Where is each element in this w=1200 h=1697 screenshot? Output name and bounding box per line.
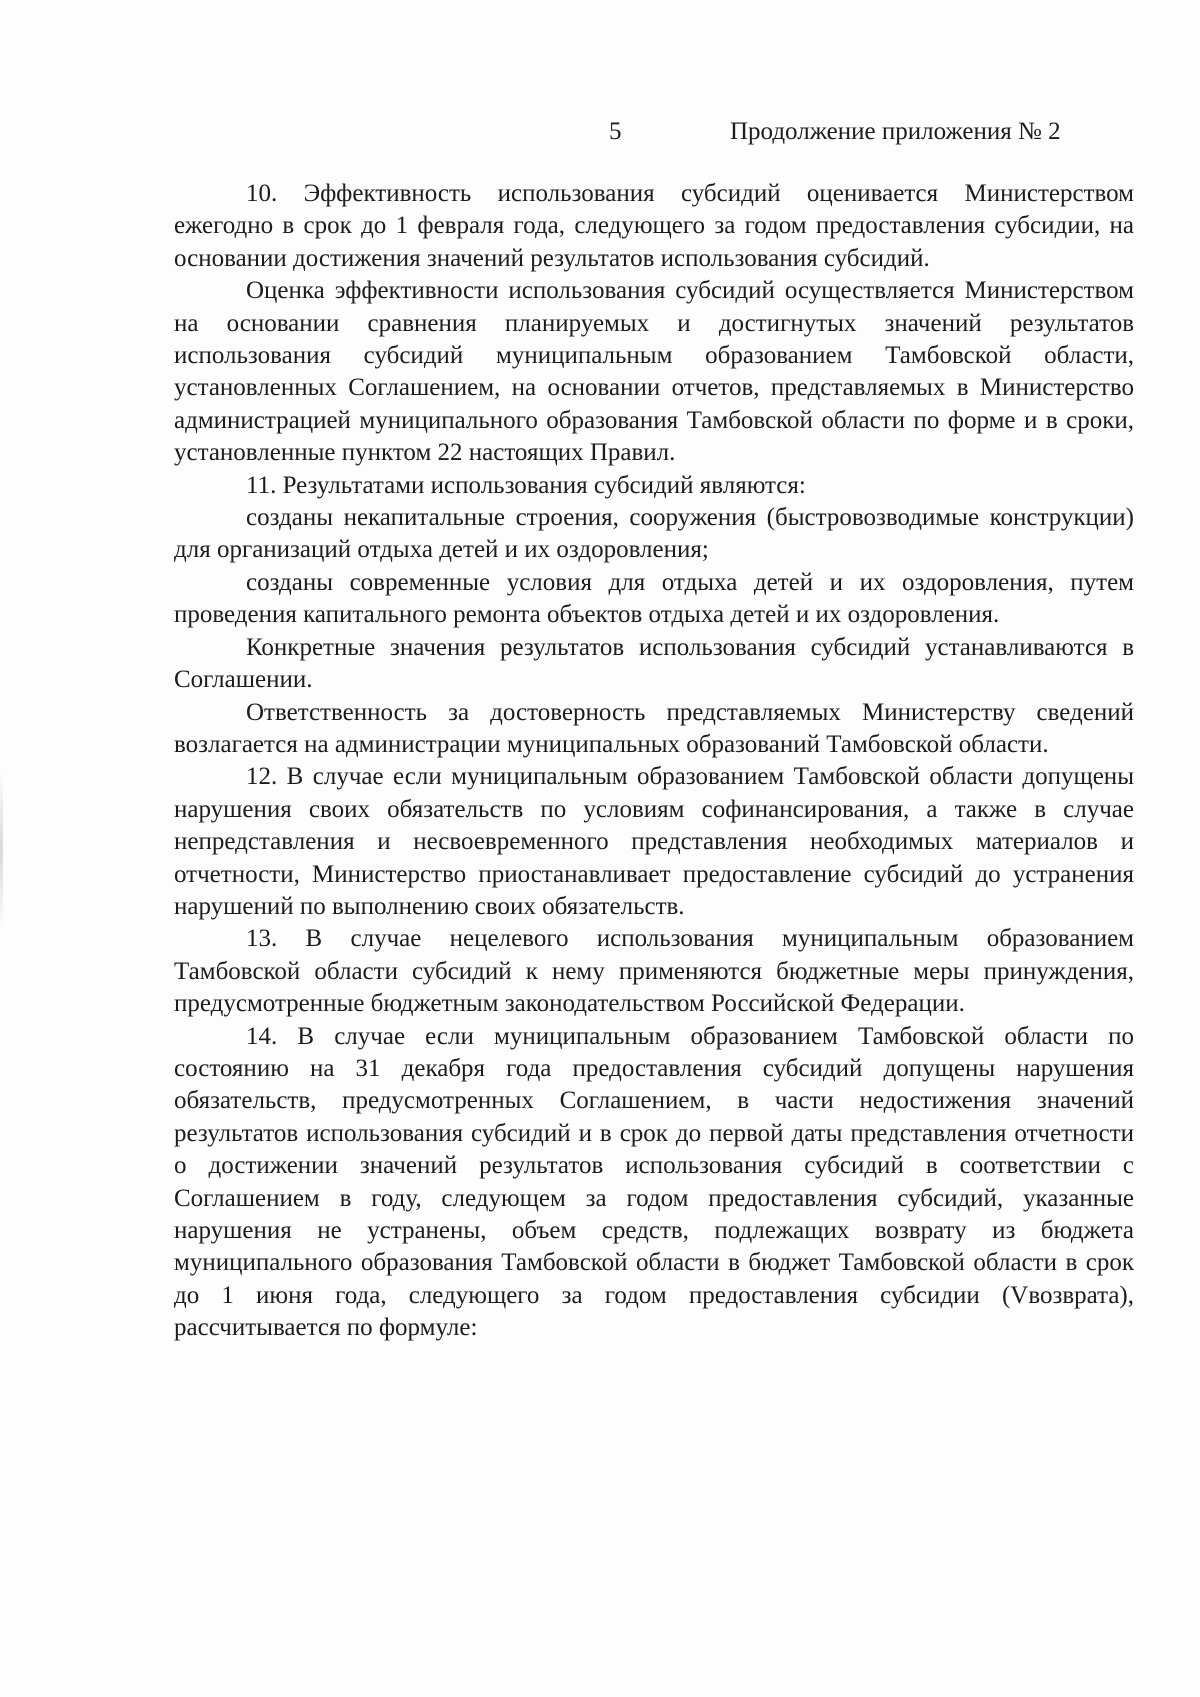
appendix-continuation-note: Продолжение приложения № 2 [730,118,1061,145]
scan-edge-mark [0,770,3,930]
document-body [174,178,1134,1345]
paragraph-14: 14. В случае если муниципальным образованием Тамбовской области по состоянию на 31 декабря года предоставления субсидий допущены нарушения обязательств, предусмотренных Соглашением, в части недостижения значений результатов использования субсидий и в срок до первой даты представления отчетности о достижении значений результатов использования субсидий в соответствии с Соглашением в году, следующем за годом предоставления субсидий, указанные нарушения не устранены, объем средств, подлежащих возврату из бюджета муниципального образования Тамбовской области в бюджет Тамбовской области в срок до 1 июня года, следующего за годом предоставления субсидии (Vвозврата), рассчитывается по формуле: [174,1022,1134,1342]
paragraph-13: 13. В случае нецелевого использования муниципальным образованием Тамбовской области субсидий к нему применяются бюджетные меры принуждения, предусмотренные бюджетным законодательством Российской Федерации. [174,925,1134,1018]
paragraph-result-structures: созданы некапитальные строения, сооружения (быстровозводимые конструкции) для организаций отдыха детей и их оздоровления; [174,504,1134,564]
paragraph-11: 11. Результатами использования субсидий являются: [246,471,806,499]
paragraph-12: 12. В случае если муниципальным образованием Тамбовской области допущены нарушения своих обязательств по условиям софинансирования, а также в случае непредставления и несвоевременного представления необходимых материалов и отчетности, Министерство приостанавливает предоставление субсидий до устранения нарушений по выполнению своих обязательств. [174,763,1134,920]
paragraph-10: 10. Эффективность использования субсидий оценивается Министерством ежегодно в срок до 1 февраля года, следующего за годом предоставления субсидии, на основании достижения значений результатов использования субсидий. [174,180,1134,272]
paragraph-responsibility: Ответственность за достоверность представляемых Министерству сведений возлагается на администрации муниципальных образований Тамбовской области. [174,698,1134,758]
paragraph-result-conditions: созданы современные условия для отдыха детей и их оздоровления, путем проведения капитального ремонта объектов отдыха детей и их оздоровления. [174,568,1134,629]
page-header [0,118,1200,158]
paragraph-specific-values: Конкретные значения результатов использования субсидий устанавливаются в Соглашении. [174,633,1134,694]
paragraph-evaluation: Оценка эффективности использования субсидий осуществляется Министерством на основании сравнения планируемых и достигнутых значений результатов использования субсидий муниципальным образованием Тамбовской области, установленных Соглашением, на основании отчетов, представляемых в Министерство администрацией муниципального образования Тамбовской области по форме и в сроки, установленные пунктом 22 настоящих Правил. [174,277,1134,467]
page-number: 5 [609,118,622,145]
